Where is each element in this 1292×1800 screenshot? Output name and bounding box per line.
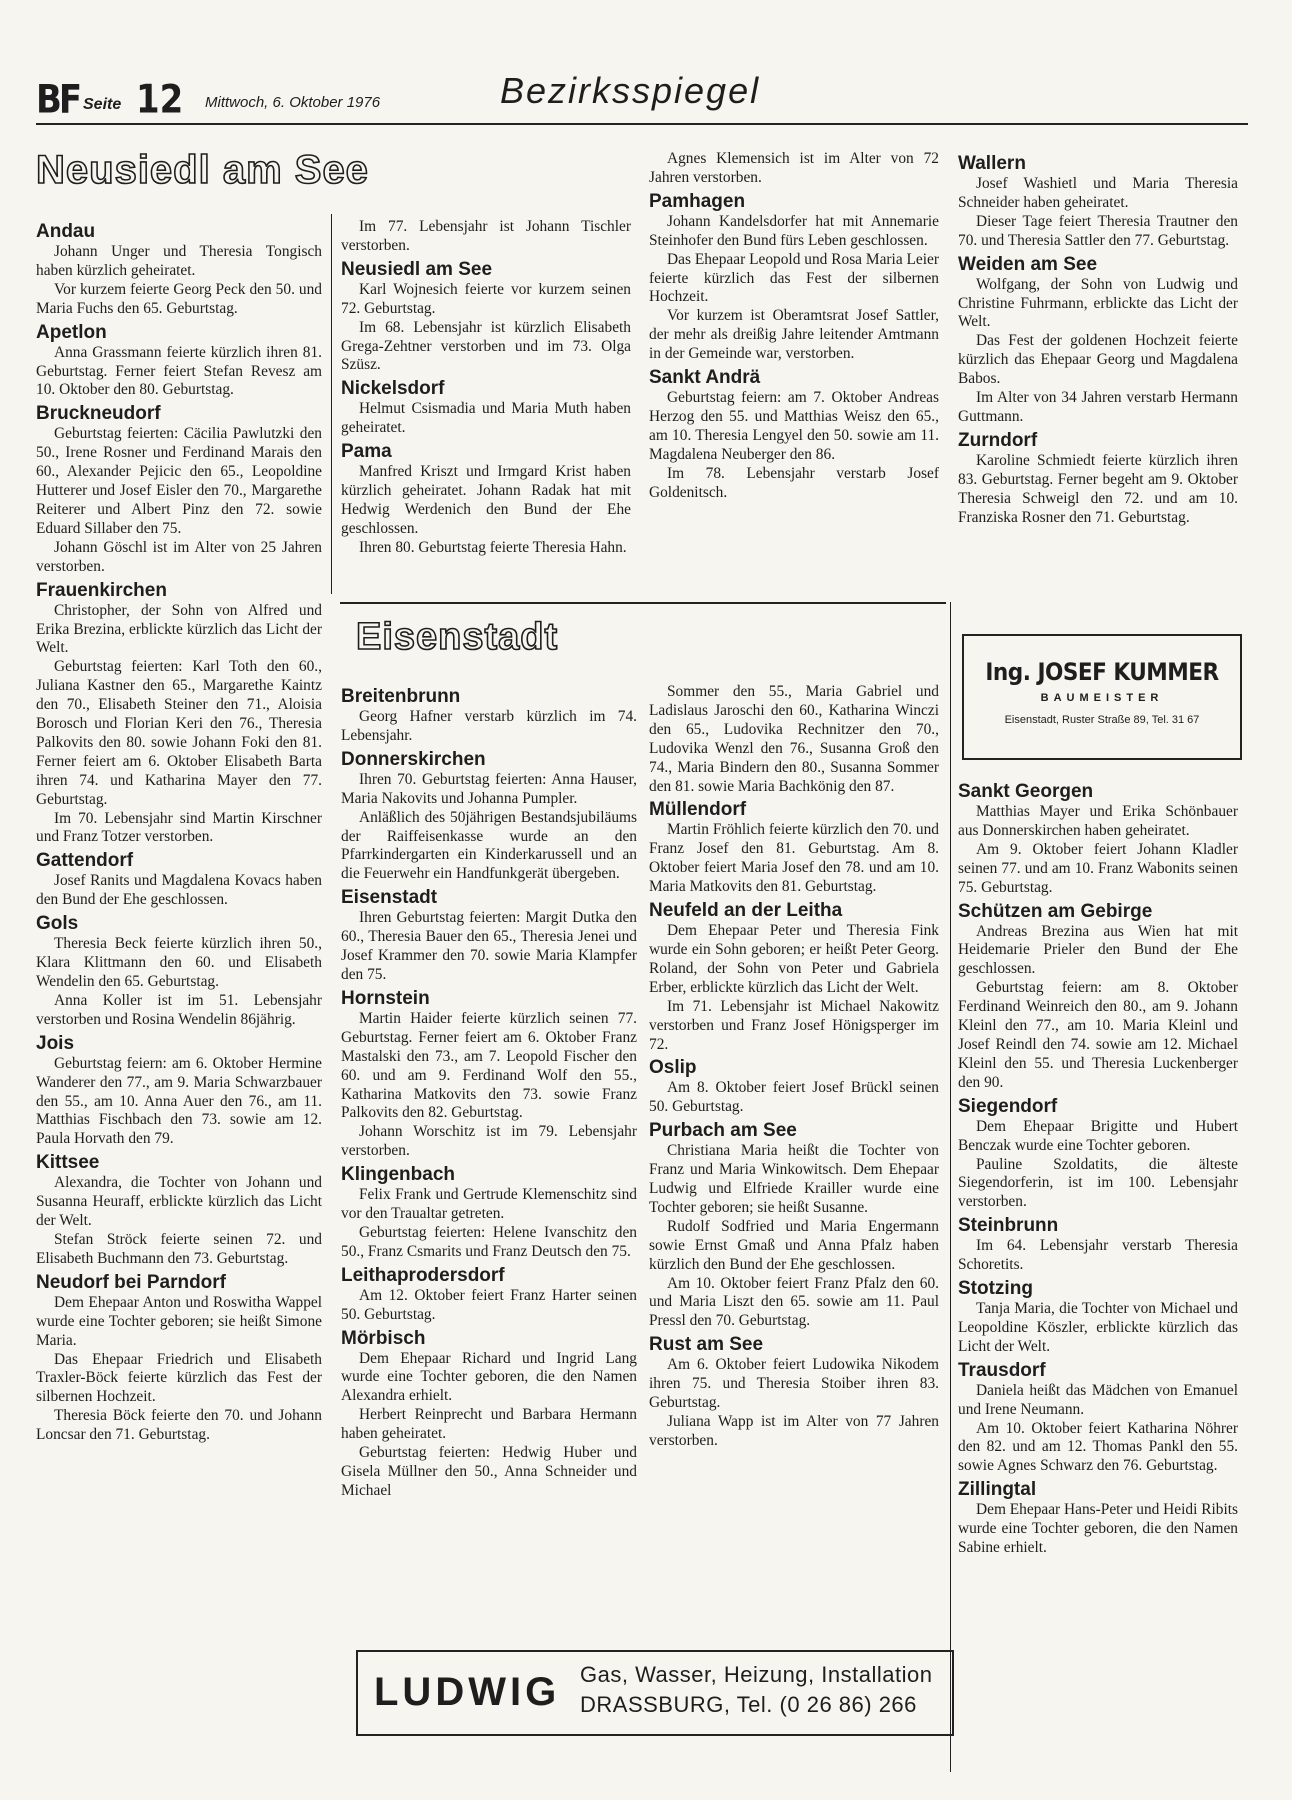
town-heading: Stotzing bbox=[958, 1278, 1033, 1300]
town-heading: Leithaprodersdorf bbox=[341, 1264, 505, 1286]
issue-date: Mittwoch, 6. Oktober 1976 bbox=[205, 94, 381, 111]
neusiedl-masthead: Neusiedl am See bbox=[36, 148, 369, 192]
news-paragraph: Josef Ranits und Magdalena Kovacs haben den Bund der Ehe geschlossen. bbox=[36, 872, 322, 909]
town-heading: Apetlon bbox=[36, 321, 107, 343]
page-label: Seite bbox=[83, 96, 122, 113]
town-heading: Zillingtal bbox=[958, 1479, 1037, 1501]
news-paragraph: Daniela heißt das Mädchen von Emanuel und Irene Neumann. bbox=[958, 1381, 1238, 1418]
town-heading: Rust am See bbox=[649, 1334, 764, 1356]
town-heading: Eisenstadt bbox=[341, 887, 438, 909]
town-heading: Steinbrunn bbox=[958, 1215, 1059, 1237]
news-paragraph: Im 77. Lebensjahr ist Johann Tischler verstorben. bbox=[341, 218, 631, 254]
town-heading: Siegendorf bbox=[958, 1095, 1058, 1117]
news-paragraph: Johann Kandelsdorfer hat mit Annemarie Steinhofer den Bund fürs Leben geschlossen. bbox=[649, 212, 939, 249]
news-paragraph: Geburtstag feierten: Helene Ivanschitz den 50., Franz Csmarits und Franz Deutsch den 75. bbox=[341, 1223, 637, 1260]
town-heading: Weiden am See bbox=[958, 253, 1098, 275]
page-number: 12 bbox=[136, 77, 184, 123]
news-paragraph: Wolfgang, der Sohn von Ludwig und Christine Fuhrmann, erblickte das Licht der Welt. bbox=[958, 275, 1238, 331]
column-divider bbox=[950, 602, 951, 1772]
news-paragraph: Ihren 70. Geburtstag feierten: Anna Hauser, Maria Nakovits und Johanna Pumpler. bbox=[341, 770, 637, 807]
town-heading: Hornstein bbox=[341, 987, 430, 1009]
news-paragraph: Johann Unger und Theresia Tongisch haben kürzlich geheiratet. bbox=[36, 243, 322, 279]
news-paragraph: Helmut Csismadia und Maria Muth haben geheiratet. bbox=[341, 400, 631, 437]
advertisement-ludwig bbox=[356, 1650, 954, 1736]
town-heading: Zurndorf bbox=[958, 429, 1038, 451]
neusiedl-column-2 bbox=[341, 218, 631, 558]
news-paragraph: Vor kurzem ist Oberamtsrat Josef Sattler, der mehr als dreißig Jahre leitender Amtmann in der Gemeinde war, verstorben. bbox=[649, 307, 939, 363]
news-paragraph: Anna Grassmann feierte kürzlich ihren 81. Geburtstag. Ferner feiert Stefan Revesz am 10. Oktober den 80. Geburtstag. bbox=[36, 343, 322, 399]
news-paragraph: Martin Haider feierte kürzlich seinen 77. Geburtstag. Ferner feiert am 6. Oktober Franz Mastalski den 73., am 7. Leopold Fischer den 60. und am 9. Ferdinand Wolf den 55., Katharina Matkovits den 73. sowie Franz Palkovits den 82. Geburtstag. bbox=[341, 1009, 637, 1122]
town-heading: Donnerskirchen bbox=[341, 748, 486, 770]
news-paragraph: Vor kurzem feierte Georg Peck den 50. und Maria Fuchs den 65. Geburtstag. bbox=[36, 280, 322, 317]
news-paragraph: Johann Göschl ist im Alter von 25 Jahren verstorben. bbox=[36, 538, 322, 575]
town-heading: Neufeld an der Leitha bbox=[649, 900, 843, 922]
news-paragraph: Christopher, der Sohn von Alfred und Erika Brezina, erblickte kürzlich das Licht der Welt. bbox=[36, 601, 322, 657]
neusiedl-column-1 bbox=[36, 218, 322, 1445]
news-paragraph: Im 70. Lebensjahr sind Martin Kirschner und Franz Totzer verstorben. bbox=[36, 809, 322, 846]
news-paragraph: Johann Worschitz ist im 79. Lebensjahr verstorben. bbox=[341, 1123, 637, 1160]
header-rule bbox=[36, 123, 1248, 125]
news-paragraph: Geburtstag feiern: am 6. Oktober Hermine Wanderer den 77., am 9. Maria Schwarzbauer den 55., am 10. Anna Auer den 76., am 11. Matthias Fischbach den 73. sowie am 12. Paula Horvath den 79. bbox=[36, 1054, 322, 1148]
page-header bbox=[36, 60, 1248, 124]
town-heading: Andau bbox=[36, 221, 96, 242]
town-heading: Mörbisch bbox=[341, 1327, 426, 1349]
news-paragraph: Stefan Ströck feierte seinen 72. und Elisabeth Buchmann den 73. Geburtstag. bbox=[36, 1230, 322, 1267]
news-paragraph: Dieser Tage feiert Theresia Trautner den 70. und Theresia Sattler den 77. Geburtstag. bbox=[958, 212, 1238, 249]
town-heading: Trausdorf bbox=[958, 1359, 1046, 1381]
town-heading: Gattendorf bbox=[36, 850, 134, 872]
news-paragraph: Tanja Maria, die Tochter von Michael und Leopoldine Köszler, erblickte kürzlich das Licht der Welt. bbox=[958, 1300, 1238, 1355]
news-paragraph: Am 10. Oktober feiert Franz Pfalz den 60. und Maria Liszt den 65. sowie am 11. Paul Pressl den 70. Geburtstag. bbox=[649, 1274, 939, 1330]
ad-ludwig-contact: DRASSBURG, Tel. (0 26 86) 266 bbox=[580, 1692, 917, 1717]
town-heading: Schützen am Gebirge bbox=[958, 900, 1153, 922]
town-heading: Gols bbox=[36, 913, 79, 935]
news-paragraph: Geburtstag feiern: am 8. Oktober Ferdinand Weinreich den 80., am 9. Johann Kleinl den 77., am 10. Maria Kleinl und Josef Reindl den 74. sowie am 12. Michael Kleinl den 55. und Theresia Luckenberger den 90. bbox=[958, 979, 1238, 1091]
ad-kummer-address: Eisenstadt, Ruster Straße 89, Tel. 31 67 bbox=[1004, 714, 1200, 726]
town-heading: Neusiedl am See bbox=[341, 258, 493, 280]
news-paragraph: Dem Ehepaar Richard und Ingrid Lang wurde eine Tochter geboren, die den Namen Alexandra erhielt. bbox=[341, 1349, 637, 1405]
news-paragraph: Am 10. Oktober feiert Katharina Nöhrer den 82. und am 12. Thomas Pankl den 55. sowie Agnes Schwarz den 76. Geburtstag. bbox=[958, 1419, 1238, 1475]
news-paragraph: Ihren Geburtstag feierten: Margit Dutka den 60., Theresia Bauer den 65., Theresia Jenei und Josef Krammer den 70. sowie Maria Klampfer den 75. bbox=[341, 909, 637, 983]
town-heading: Pamhagen bbox=[649, 190, 746, 212]
ad-ludwig-services: Gas, Wasser, Heizung, Installation bbox=[580, 1662, 933, 1687]
town-heading: Kittsee bbox=[36, 1152, 100, 1174]
news-paragraph: Dem Ehepaar Brigitte und Hubert Benczak wurde eine Tochter geboren. bbox=[958, 1117, 1238, 1154]
news-paragraph: Alexandra, die Tochter von Johann und Susanna Heuraff, erblickte kürzlich das Licht der Welt. bbox=[36, 1174, 322, 1230]
news-paragraph: Am 8. Oktober feiert Josef Brückl seinen 50. Geburtstag. bbox=[649, 1079, 939, 1116]
town-heading: Müllendorf bbox=[649, 799, 747, 821]
news-paragraph: Am 12. Oktober feiert Franz Harter seinen 50. Geburtstag. bbox=[341, 1286, 637, 1323]
news-paragraph: Manfred Kriszt und Irmgard Krist haben kürzlich geheiratet. Johann Radak hat mit Hedwig Werdenich den Bund der Ehe geschlossen. bbox=[341, 463, 631, 537]
town-heading: Breitenbrunn bbox=[341, 686, 461, 707]
news-paragraph: Dem Ehepaar Anton und Roswitha Wappel wurde eine Tochter geboren; sie heißt Simone Maria. bbox=[36, 1293, 322, 1349]
town-heading: Oslip bbox=[649, 1057, 697, 1079]
eisenstadt-top-rule bbox=[340, 602, 946, 604]
advertisement-kummer bbox=[962, 634, 1242, 760]
town-heading: Sankt Andrä bbox=[649, 367, 761, 389]
news-paragraph: Das Ehepaar Friedrich und Elisabeth Traxler-Böck feierte kürzlich das Fest der silbernen Hochzeit. bbox=[36, 1350, 322, 1406]
news-paragraph: Herbert Reinprecht und Barbara Hermann haben geheiratet. bbox=[341, 1406, 637, 1443]
newspaper-logo: BF bbox=[36, 77, 80, 123]
town-heading: Frauenkirchen bbox=[36, 579, 167, 601]
neusiedl-column-4 bbox=[958, 150, 1238, 528]
news-paragraph: Georg Hafner verstarb kürzlich im 74. Lebensjahr. bbox=[341, 708, 637, 744]
news-paragraph: Geburtstag feierten: Karl Toth den 60., Juliana Kastner den 65., Margarethe Kaintz den 70., Elisabeth Steiner den 71., Aloisia Borosch und Florian Keri den 76., Theresia Palkovits den 80. sowie Johann Foki den 81. Ferner feiert am 6. Oktober Elisabeth Barta ihren 74. und Katharina Mayer den 77. Geburtstag. bbox=[36, 658, 322, 808]
news-paragraph: Geburtstag feierten: Cäcilia Pawlutzki den 50., Irene Rosner und Ferdinand Marais den 60., Alexander Pejicic den 65., Leopoldine Hutterer und Josef Eisler den 70., Margarethe Reiterer und Albert Pinz den 72. sowie Eduard Sillaber den 75. bbox=[36, 425, 322, 537]
town-heading: Pama bbox=[341, 441, 392, 463]
section-title: Bezirksspiegel bbox=[500, 70, 761, 111]
town-heading: Jois bbox=[36, 1032, 75, 1054]
news-paragraph: Andreas Brezina aus Wien hat mit Heidemarie Prieler den Bund der Ehe geschlossen. bbox=[958, 922, 1238, 978]
news-paragraph: Dem Ehepaar Peter und Theresia Fink wurde ein Sohn geboren; er heißt Peter Georg. Roland, der Sohn von Peter und Gabriela Erber, erblickte kürzlich das Licht der Welt. bbox=[649, 922, 939, 996]
news-paragraph: Geburtstag feiern: am 7. Oktober Andreas Herzog den 55. und Matthias Weisz den 65., am 10. Theresia Lengyel den 50. sowie am 11. Magdalena Neuberger den 86. bbox=[649, 389, 939, 463]
ad-ludwig-name: LUDWIG bbox=[374, 1670, 561, 1714]
town-heading: Klingenbach bbox=[341, 1164, 456, 1186]
news-paragraph: Ihren 80. Geburtstag feierte Theresia Hahn. bbox=[359, 538, 627, 556]
news-paragraph: Im 78. Lebensjahr verstarb Josef Goldenitsch. bbox=[649, 464, 939, 501]
column-divider bbox=[331, 214, 332, 594]
news-paragraph: Theresia Beck feierte kürzlich ihren 50., Klara Klittmann den 60. und Elisabeth Wendelin den 65. Geburtstag. bbox=[36, 935, 322, 990]
news-paragraph: Theresia Böck feierte den 70. und Johann Loncsar den 71. Geburtstag. bbox=[36, 1407, 322, 1444]
town-heading: Wallern bbox=[958, 153, 1026, 174]
news-paragraph: Anläßlich des 50jährigen Bestandsjubiläums der Raiffeisenkasse wurde an den Pfarrkindergarten ein Kinderkarussell und an die Feuerwehr ein Handfunkgerät übergeben. bbox=[341, 808, 637, 883]
town-heading: Purbach am See bbox=[649, 1120, 797, 1142]
news-paragraph: Im Alter von 34 Jahren verstarb Hermann Guttmann. bbox=[958, 389, 1238, 425]
town-heading: Neudorf bei Parndorf bbox=[36, 1271, 227, 1293]
eisenstadt-masthead: Eisenstadt bbox=[356, 616, 559, 658]
news-paragraph: Karoline Schmiedt feierte kürzlich ihren 83. Geburtstag. Ferner begeht am 9. Oktober Theresia Schweigl den 72. und am 10. Franziska Rosner den 71. Geburtstag. bbox=[958, 451, 1238, 526]
news-paragraph: Josef Washietl und Maria Theresia Schneider haben geheiratet. bbox=[958, 175, 1238, 211]
news-paragraph: Das Fest der goldenen Hochzeit feierte kürzlich das Ehepaar Georg und Magdalena Babos. bbox=[958, 332, 1238, 388]
news-paragraph: Felix Frank und Gertrude Klemenschitz sind vor den Traualtar getreten. bbox=[341, 1186, 637, 1223]
news-paragraph: Pauline Szoldatits, die älteste Siegendorferin, ist im 100. Lebensjahr verstorben. bbox=[958, 1155, 1238, 1211]
news-paragraph: Martin Fröhlich feierte kürzlich den 70. und Franz Josef den 81. Geburtstag. Am 8. Oktober feiert Maria Josef den 78. und am 10. Maria Matkovits den 81. Geburtstag. bbox=[649, 821, 939, 896]
neusiedl-column-3 bbox=[649, 150, 939, 503]
news-paragraph: Agnes Klemensich ist im Alter von 72 Jahren verstorben. bbox=[649, 150, 939, 186]
news-paragraph: Matthias Mayer und Erika Schönbauer aus Donnerskirchen haben geheiratet. bbox=[958, 803, 1238, 839]
news-paragraph: Am 9. Oktober feiert Johann Kladler seinen 77. und am 10. Franz Wabonits seinen 75. Geburtstag. bbox=[958, 840, 1238, 896]
ad-kummer-name: Ing. JOSEF KUMMER bbox=[985, 658, 1219, 686]
town-heading: Nickelsdorf bbox=[341, 378, 445, 400]
news-paragraph: Im 68. Lebensjahr ist kürzlich Elisabeth Grega-Zehtner verstorben und im 73. Olga Szüsz. bbox=[341, 318, 631, 374]
news-paragraph: Das Ehepaar Leopold und Rosa Maria Leier feierte kürzlich das Fest der silbernen Hochzeit. bbox=[649, 250, 939, 306]
news-paragraph: Anna Koller ist im 51. Lebensjahr verstorben und Rosina Wendelin 86jährig. bbox=[36, 991, 322, 1028]
eisenstadt-column-2 bbox=[341, 683, 637, 1501]
town-heading: Bruckneudorf bbox=[36, 403, 161, 425]
news-paragraph: Christiana Maria heißt die Tochter von Franz und Maria Winkowitsch. Dem Ehepaar Ludwig und Elfriede Krailler wurde eine Tochter geboren; sie heißt Susanne. bbox=[649, 1142, 939, 1216]
news-paragraph: Sommer den 55., Maria Gabriel und Ladislaus Jaroschi den 60., Katharina Winczi den 65., Ludovika Rechnitzer den 70., Ludovika Wenzl den 76., Susanna Groß den 74., Maria Bindern den 80., Susanna Sommer den 81. sowie Maria Bachkönig den 87. bbox=[649, 683, 939, 795]
news-paragraph: Rudolf Sodfried und Maria Engermann sowie Ernst Gmaß und Anna Pfalz haben kürzlich den Bund der Ehe geschlossen. bbox=[649, 1217, 939, 1273]
eisenstadt-column-3 bbox=[649, 683, 939, 1451]
news-paragraph: Im 64. Lebensjahr verstarb Theresia Schoretits. bbox=[958, 1237, 1238, 1274]
news-paragraph: Juliana Wapp ist im Alter von 77 Jahren verstorben. bbox=[649, 1413, 939, 1449]
news-paragraph: Im 71. Lebensjahr ist Michael Nakowitz verstorben und Franz Josef Hönigsperger im 72. bbox=[649, 997, 939, 1053]
news-paragraph: Geburtstag feierten: Hedwig Huber und Gisela Müllner den 50., Anna Schneider und Michael bbox=[341, 1444, 637, 1499]
town-heading: Sankt Georgen bbox=[958, 781, 1094, 802]
news-paragraph: Karl Wojnesich feierte vor kurzem seinen 72. Geburtstag. bbox=[341, 280, 631, 317]
ad-kummer-title: BAUMEISTER bbox=[1040, 692, 1164, 704]
news-paragraph: Dem Ehepaar Hans-Peter und Heidi Ribits wurde eine Tochter geboren, die den Namen Sabine erhielt. bbox=[958, 1501, 1239, 1557]
eisenstadt-column-4 bbox=[958, 778, 1238, 1558]
news-paragraph: Am 6. Oktober feiert Ludowika Nikodem ihren 75. und Theresia Stoiber ihren 83. Geburtstag. bbox=[649, 1356, 939, 1412]
